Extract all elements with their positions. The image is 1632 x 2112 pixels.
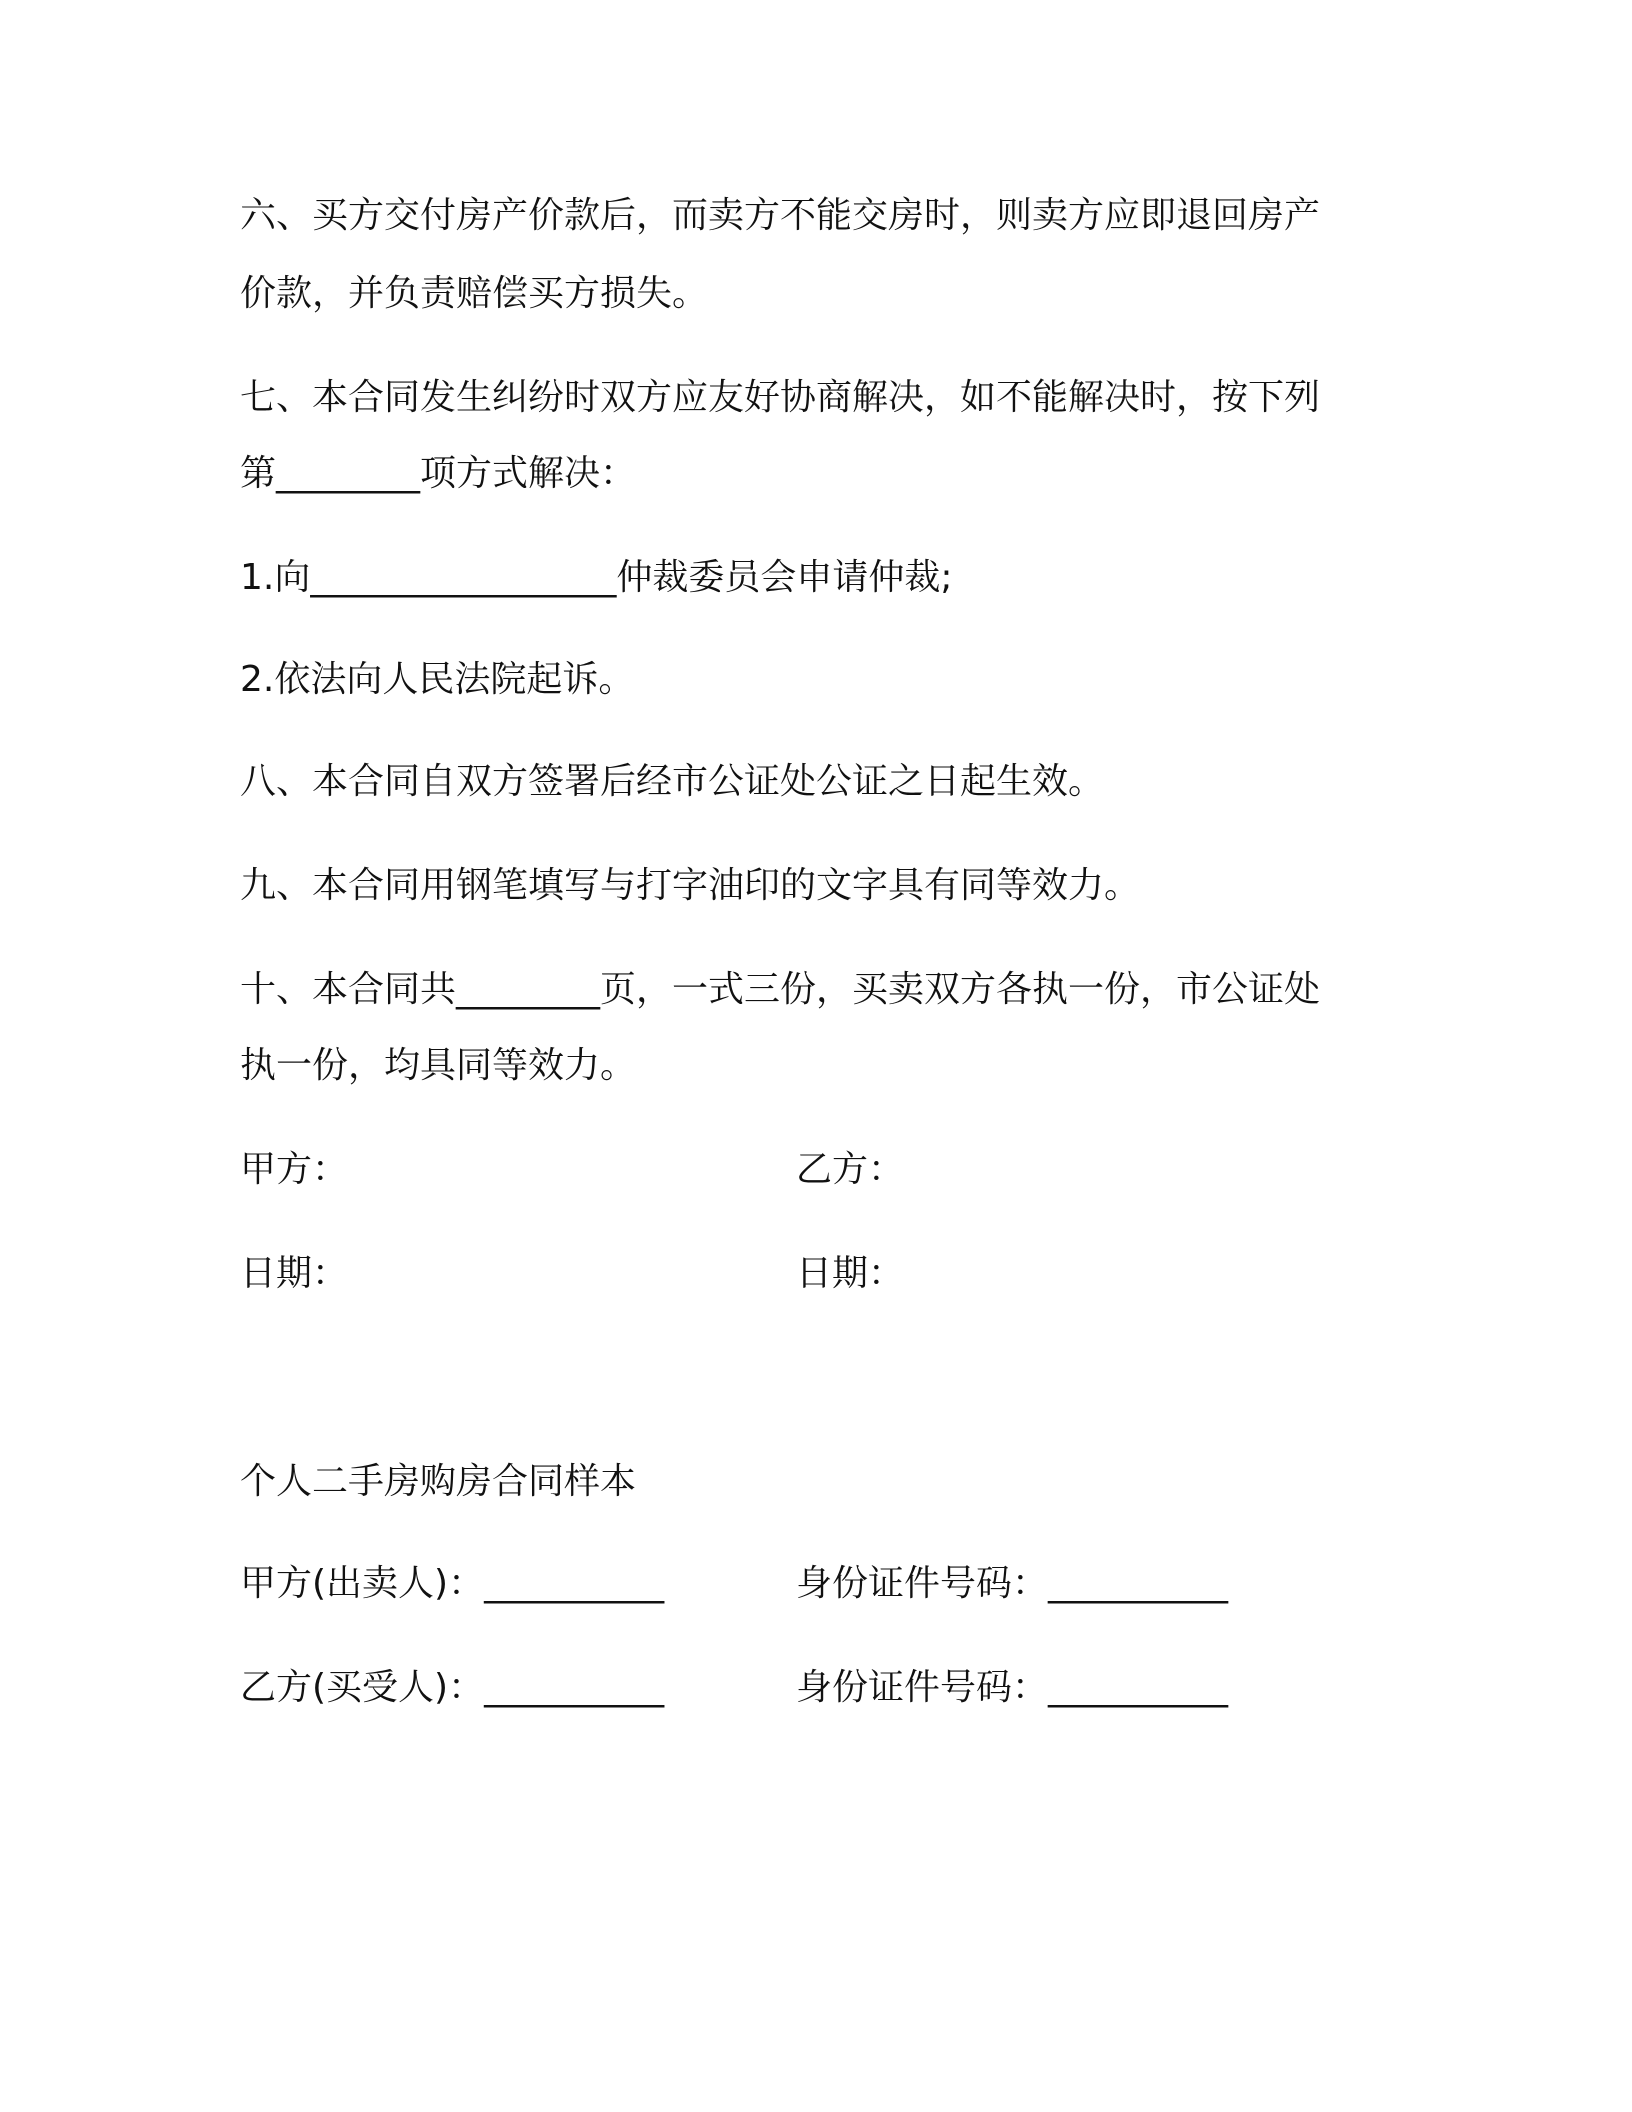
clause-7-line-2: 第________项方式解决： xyxy=(240,453,637,494)
date-b-label: 日期： xyxy=(796,1253,905,1294)
clause-10-line-1: 十、本合同共________页，一式三份，买卖双方各执一份，市公证处 xyxy=(240,969,1321,1010)
clause-6-line-1: 六、买方交付房产价款后，而卖方不能交房时，则卖方应即退回房产 xyxy=(240,195,1321,236)
party-b-label: 乙方： xyxy=(796,1149,905,1190)
party-a-label: 甲方： xyxy=(240,1149,349,1190)
clause-7-option-2: 2.依法向人民法院起诉。 xyxy=(240,659,635,700)
clause-10-line-2: 执一份，均具同等效力。 xyxy=(240,1045,637,1086)
seller-id-field: 身份证件号码：__________ xyxy=(796,1563,1229,1604)
seller-field: 甲方(出卖人)：__________ xyxy=(240,1563,665,1604)
clause-8: 八、本合同自双方签署后经市公证处公证之日起生效。 xyxy=(240,761,1105,802)
date-a-label: 日期： xyxy=(240,1253,349,1294)
buyer-field: 乙方(买受人)：__________ xyxy=(240,1667,665,1708)
clause-9: 九、本合同用钢笔填写与打字油印的文字具有同等效力。 xyxy=(240,865,1141,906)
clause-6-line-2: 价款，并负责赔偿买方损失。 xyxy=(240,273,709,314)
buyer-id-field: 身份证件号码：__________ xyxy=(796,1667,1229,1708)
clause-7-option-1: 1.向_________________仲裁委员会申请仲裁; xyxy=(240,557,953,598)
sample-title: 个人二手房购房合同样本 xyxy=(240,1461,637,1502)
clause-7-line-1: 七、本合同发生纠纷时双方应友好协商解决，如不能解决时，按下列 xyxy=(240,377,1321,418)
